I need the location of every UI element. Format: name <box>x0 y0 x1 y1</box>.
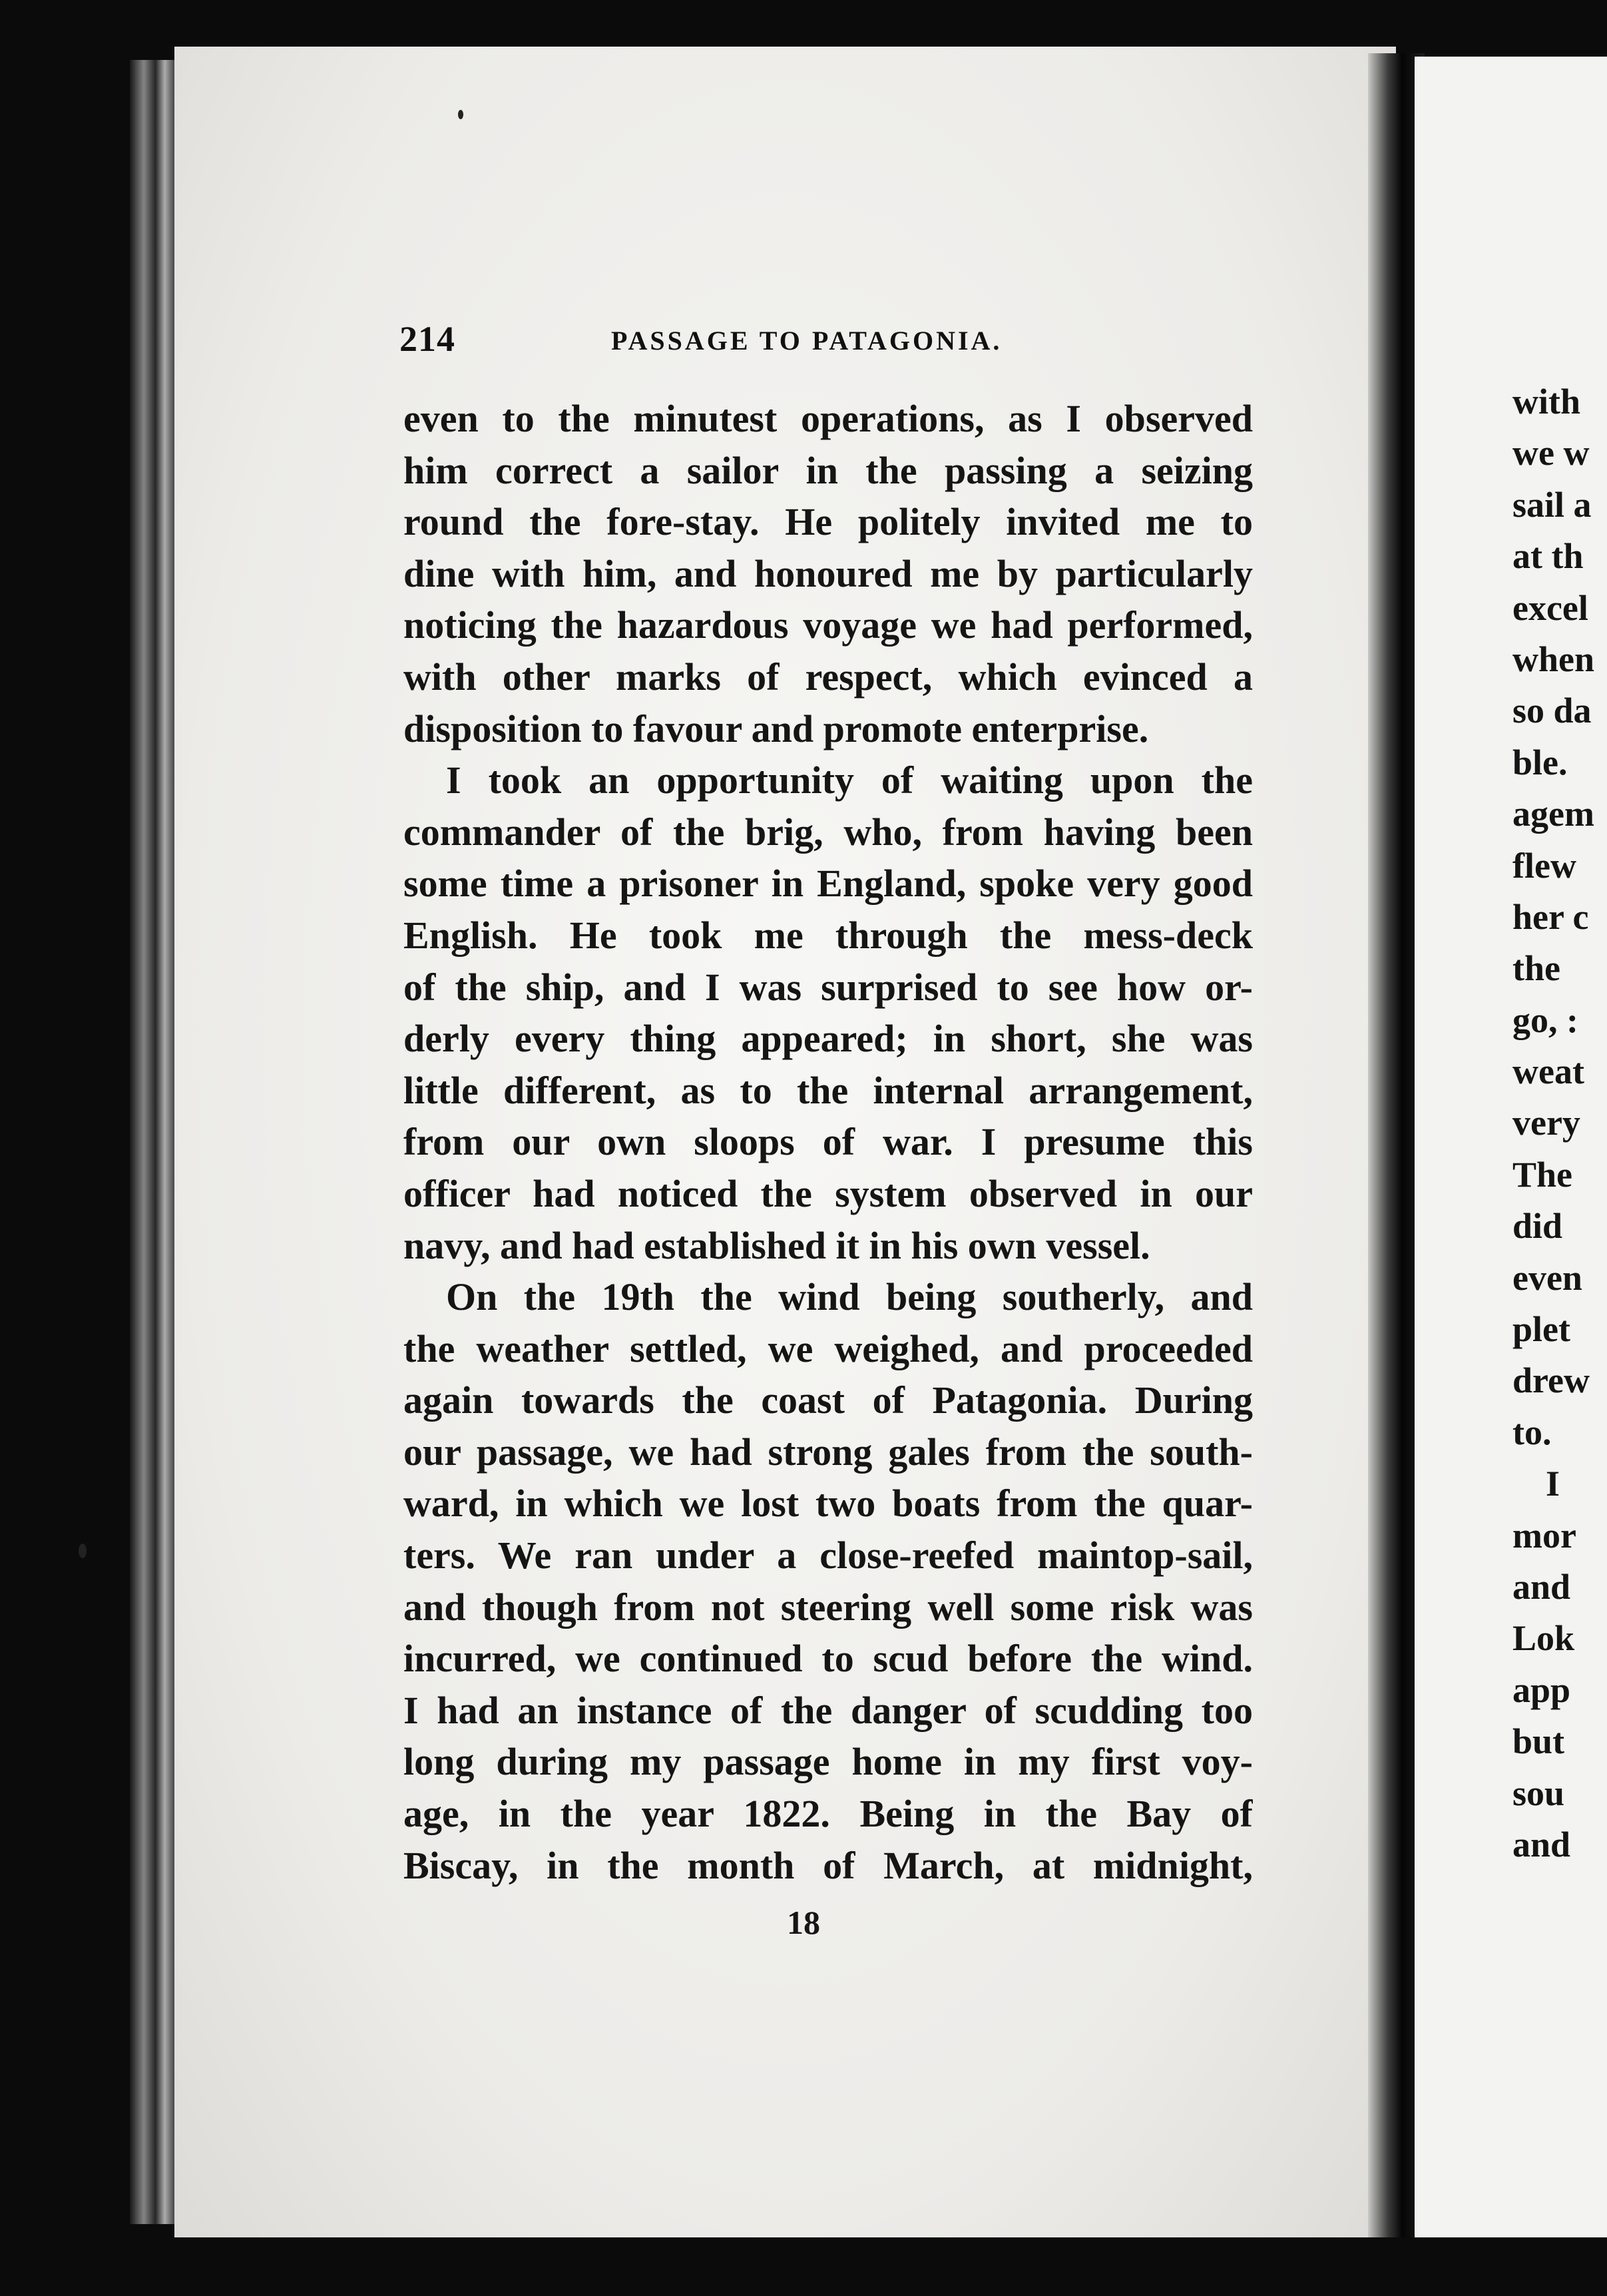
text-line: to. <box>1512 1412 1552 1452</box>
text-line: and <box>1512 1566 1571 1607</box>
text-line: incurred, we continued to scud before the wind. <box>403 1637 1253 1681</box>
signature-mark: 18 <box>787 1904 820 1941</box>
text-line: from our own sloops of war. I presume this <box>403 1120 1253 1164</box>
text-line: excel <box>1512 587 1588 628</box>
text-line: even <box>1512 1257 1582 1298</box>
text-line: English. He took me through the mess-deck <box>403 913 1253 957</box>
page-number: 214 <box>399 319 455 359</box>
text-line: commander of the brig, who, from having been <box>403 810 1253 854</box>
text-line: our passage, we had strong gales from the south- <box>403 1430 1253 1474</box>
text-line: ters. We ran under a close-reefed maintop-sail, <box>403 1534 1253 1578</box>
text-line: we w <box>1512 433 1590 473</box>
text-line: age, in the year 1822. Being in the Bay of <box>403 1792 1253 1836</box>
text-line: but <box>1512 1721 1565 1762</box>
running-title: PASSAGE TO PATAGONIA. <box>611 326 1003 356</box>
text-line: the <box>1512 948 1560 989</box>
text-line: weat <box>1512 1051 1584 1092</box>
text-line: mor <box>1512 1515 1576 1556</box>
text-line: plet <box>1512 1309 1570 1350</box>
text-line: so da <box>1512 691 1592 731</box>
text-line: disposition to favour and promote enterprise. <box>403 707 1149 750</box>
text-line: I <box>1546 1464 1560 1504</box>
body-text <box>403 393 1253 1891</box>
text-line: officer had noticed the system observed in our <box>403 1171 1253 1215</box>
text-line: of the ship, and I was surprised to see how or- <box>403 965 1253 1009</box>
text-line: agem <box>1512 794 1594 834</box>
text-line: even to the minutest operations, as I observed <box>403 397 1253 440</box>
ink-speck <box>79 1544 87 1558</box>
text-line: when <box>1512 639 1595 679</box>
text-line: little different, as to the internal arrangement, <box>403 1068 1253 1112</box>
text-line: sou <box>1512 1773 1565 1813</box>
text-line: dine with him, and honoured me by particularly <box>403 551 1253 595</box>
text-line: and though from not steering well some risk was <box>403 1585 1253 1629</box>
text-line: app <box>1512 1669 1571 1710</box>
text-line: sail a <box>1512 484 1592 525</box>
text-line: with other marks of respect, which evinced a <box>403 655 1253 699</box>
text-line: and <box>1512 1824 1571 1865</box>
facing-page-text <box>1512 376 1607 1870</box>
text-line: go, : <box>1512 1000 1578 1040</box>
text-line: some time a prisoner in England, spoke very good <box>403 862 1253 906</box>
text-line: ble. <box>1512 742 1568 782</box>
text-line: long during my passage home in my first voy- <box>403 1740 1253 1784</box>
text-line: navy, and had established it in his own vessel. <box>403 1223 1150 1267</box>
text-line: did <box>1512 1206 1563 1247</box>
running-head <box>399 318 1318 365</box>
text-line: I took an opportunity of waiting upon the <box>446 758 1253 802</box>
binding-edge <box>130 60 176 2224</box>
text-line: her c <box>1512 896 1589 937</box>
text-line: the weather settled, we weighed, and proceeded <box>403 1326 1253 1370</box>
ink-speck <box>458 110 463 119</box>
text-line: ward, in which we lost two boats from the quar- <box>403 1482 1253 1526</box>
text-line: flew <box>1512 845 1576 886</box>
text-line: derly every thing appeared; in short, she was <box>403 1017 1253 1061</box>
text-line: Biscay, in the month of March, at midnight, <box>403 1843 1253 1887</box>
text-line: drew <box>1512 1360 1590 1401</box>
text-line: very <box>1512 1103 1580 1143</box>
text-line: round the fore-stay. He politely invited me to <box>403 500 1253 544</box>
text-line: with <box>1512 382 1581 422</box>
text-line: The <box>1512 1154 1573 1195</box>
text-line: again towards the coast of Patagonia. During <box>403 1378 1253 1422</box>
text-line: him correct a sailor in the passing a seizing <box>403 448 1253 492</box>
text-line: noticing the hazardous voyage we had performed, <box>403 603 1253 647</box>
text-line: I had an instance of the danger of scudding too <box>403 1688 1253 1732</box>
text-line: at th <box>1512 536 1584 577</box>
text-line: On the 19th the wind being southerly, and <box>446 1275 1253 1319</box>
text-line: Lok <box>1512 1618 1575 1659</box>
